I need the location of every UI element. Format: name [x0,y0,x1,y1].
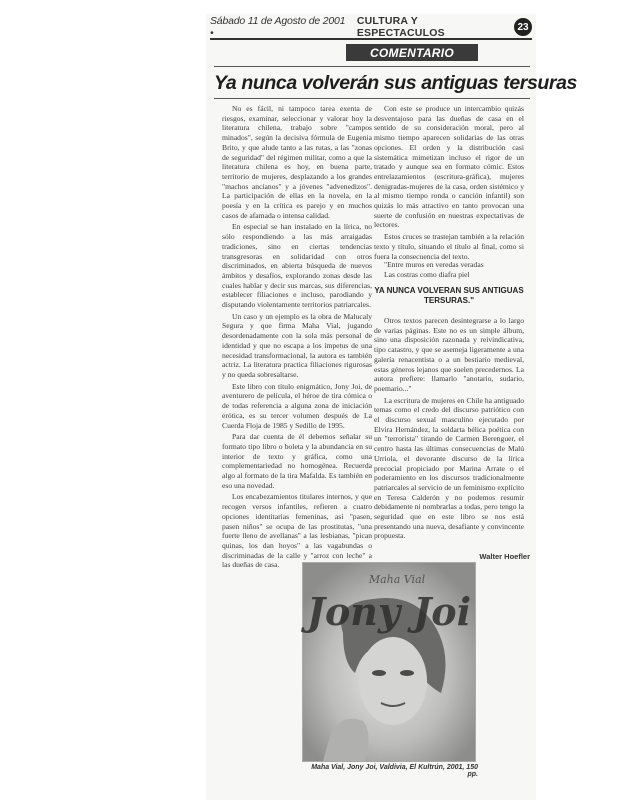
top-rule [214,66,530,67]
paragraph: Para dar cuenta de él debemos señalar su formato tipo libro o boleta y la abundancia en su interior de texto y gráfica, como una complementariedad no homogénea. Recuerda algo al formato de la tira Mafalda. Es también en eso una novedad. [222,432,372,490]
right-column-top [374,104,524,260]
right-column-bottom [374,316,524,546]
paragraph: Los encabezamientos titulares internos, y que recogen versos infantiles, refieren a cuatro opciones identitarias femeninas, así "pasen, pasen niños" se ocupa de las prostitutas, "una fuerte lleno de avellanas" a las lesbianas, "pican quinas, los dan hoyos" a las vagabundas o discriminadas de la calle y "arroz con leche" a las dueñas de casa. [222,492,372,570]
page-number-badge: 23 [514,18,532,36]
headline-rule [214,98,530,99]
section-kicker: COMENTARIO [346,44,478,61]
book-cover-photo [302,562,476,762]
paragraph: Este libro con título enigmático, Jony Joi, de aventurero de película, el héroe de tira cómica o de todas referencia a alguna zona de iniciación erótica, es su tercer volumen después de La Cuerda Floja de 1985 y Sedillo de 1995. [222,381,372,430]
verse-line: Las costras como diafra piel [384,269,470,279]
photo-caption: Maha Vial, Jony Joi, Valdivia, El Kultrún, 2001, 150 pp. [311,764,478,778]
paragraph: La escritura de mujeres en Chile ha antiguado temas como el credo del discurso patriótico con el discurso sexual masculino ejecutado por Elvira Hernández, la soldarta bélica poética con un "terrorista" tirando de Carmen Berenguer, el centro hasta las últimas consecuencias de Malú Urriola, el devorante discurso de la lírica precocial propiciado por Marina Arrate o el poderamiento en los discursos tradicionalmente patriarcales al servicio de un feminismo explícito en Teresa Calderón y no podemos resumir debidamente ni nombrarlas a todas, pero tengo la seguridad que en este libro se nos está presentando una nueva, desafiante y convincente propuesta. [374,395,524,541]
author-byline: Walter Hoefler [479,552,530,561]
article-headline: Ya nunca volverán sus antiguas tersuras [214,72,577,94]
paragraph: No es fácil, ni tampoco tarea exenta de riesgos, examinar, seleccionar y valorar hoy la literatura chilena, trabajo sobre "campos minados", según la decisiva fórmula de Eugenia Brito, y que alude tanto a las rutas, a las "zonas de seguridad" del régimen militar, como a que la literatura chilena es hoy, en buena parte, territorio de mujeres, desplazando a los grandes "machos ancianos" y a jóvenes "advenedizos". La participación de ellas en la novela, en la poesía y en la crítica es parejo y en muchos casos de afamada o intensa calidad. [222,104,372,220]
paragraph: Con este se produce un intercambio quizás desventajoso para las dueñas de casa en el sentido de su consideración moral, pero al mismo tiempo aparecen solidarias de las otras opciones. El orden y la distribución casi sistemática mimetizan incluso el rigor de un tratado y aunque sea en formato cómic. Estos entrelazamientos (escritura-gráfica), mujeres denigradas-mujeres de la casa, orden sistémico y al mismo tiempo ronda o canción infantil) son quizás lo más atractivo en tanto provocan una suerte de confusión en nuestras expectativas de lectores. [374,104,524,230]
paragraph: Un caso y un ejemplo es la obra de Malucaly Segura y que firma Maha Vial, jugando desordenadamente con la sola más personal de identidad y que no escapa a los ímpetus de una necesidad transformacional, la autora es también actriz. La literatura practica filiaciones rigurosas y no queda sobresaltarse. [222,311,372,379]
verse-line: "Entre muros en veredas veradas [384,260,484,269]
section-name: CULTURA Y ESPECTACULOS [356,15,445,39]
cover-author: Maha Vial [368,573,426,586]
paragraph: Estos cruces se trastejan también a la relación texto y título, situando el título al final, como si fuera la consecuencia del texto. [374,232,524,261]
issue-date: Sábado 11 de Agosto de 2001 • [210,15,346,39]
paragraph: Otros textos parecen desintegrarse a lo largo de varias páginas. Este no es un simple álbum, sino una disposición razonada y reivindicativa, tipo catastro, y que se asemeja ligeramente a una galería renacentista o a un bestiario medieval, estas géneros lejanos que suelen precedernos. La autora prefiere: llamarlo "anotario, sudario, poemario..." [374,316,524,393]
cover-title: Jony Joi [306,589,472,634]
left-column [222,104,372,570]
quoted-verse [384,260,524,279]
article-subhead: YA NUNCA VOLVERAN SUS ANTIGUAS TERSURAS." [374,286,524,305]
newspaper-header [210,16,532,40]
paragraph: En especial se han instalado en la lírica, no sólo respondiendo a las más arraigadas tradiciones, sino en ciertas tendencias transgresoras en solidaridad con otros discriminados, en abierta búsqueda de nuevos ámbitos y desafíos, explorando zonas desde las cuales hablar y decir sus marcas, sus diferencias, establecer filiaciones e incluso, parodiando y disputando violentamente territorios patriarcales. [222,222,372,310]
book-cover-image [303,563,475,761]
